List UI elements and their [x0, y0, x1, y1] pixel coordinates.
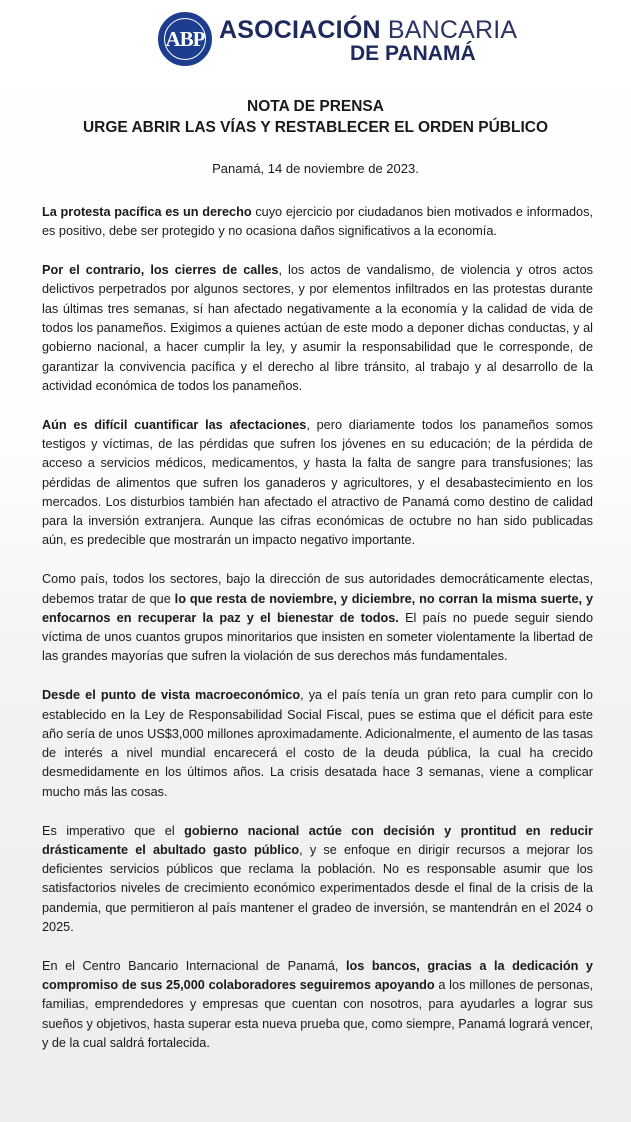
para7-text2: a los millones de personas, familias, emprendedores y empresas que cuentan con nosotros, para ayudarles a lograr sus sueños y objetivos, hasta superar esta nueva prueba que, como siempre, Panamá logrará vencer, y de la cual saldrá fortalecida. [42, 978, 593, 1050]
org-name-line2: DE PANAMÁ [350, 42, 476, 65]
para1-text: cuyo ejercicio por ciudadanos bien motivados e informados, es positivo, debe ser protegido y no ocasiona daños significativos a la economía. [42, 205, 593, 239]
para6-text2: , y se enfoque en dirigir recursos a mejorar los deficientes servicios públicos que reclama la población. No es responsable asumir que los satisfactorios niveles de crecimiento económico experimentados desde el final de la crisis de la pandemia, que permitieron al país mantener el gradeo de inversión, se mantendrán en el 2024 o 2025. [42, 842, 593, 934]
paragraph-6 [42, 822, 593, 938]
org-name-bold: ASOCIACIÓN [219, 16, 381, 44]
org-name-line1 [219, 16, 517, 45]
title-line1: NOTA DE PRENSA [247, 98, 384, 115]
para6-bold: gobierno nacional actúe con decisión y prontitud en reducir drásticamente el abultado gasto público [42, 823, 593, 857]
paragraph-5 [42, 686, 593, 802]
paragraph-2 [42, 261, 593, 396]
org-name-light: BANCARIA [380, 16, 518, 44]
seal-monogram: ABP [165, 27, 205, 51]
dateline: Panamá, 14 de noviembre de 2023. [212, 161, 419, 176]
para7-text1: En el Centro Bancario Internacional de Panamá, [42, 958, 346, 973]
para3-bold: Aún es difícil cuantificar las afectaciones [42, 417, 307, 432]
para3-text: , pero diariamente todos los panameños somos testigos y víctimas, de las pérdidas que sufren los jóvenes en su educación; de la pérdida de acceso a servicios médicos, medicamentos, y hasta la falta de sangre para transfusiones; las pérdidas de alimentos que sufren los ganaderos y agricultores, y el desabastecimiento en los mercados. Los disturbios también han afectado el atractivo de Panamá como destino de calidad para la inversión extranjera. Aunque las cifras económicas de octubre no han sido publicadas aún, es predecible que mostrarán un impacto negativo importante. [42, 417, 593, 548]
para2-bold: Por el contrario, los cierres de calles [42, 263, 279, 278]
paragraph-4 [42, 570, 593, 666]
para5-bold: Desde el punto de vista macroeconómico [42, 688, 301, 703]
para4-text2: El país no puede seguir siendo víctima de unos cuantos grupos minoritarios que insisten en someter violentamente la libertad de las grandes mayorías que sufren la violación de sus derechos más fundamentales. [42, 610, 594, 664]
para6-text1: Es imperativo que el [42, 823, 185, 838]
press-release-body [42, 203, 593, 1073]
para4-text1: Como país, todos los sectores, bajo la dirección de sus autoridades democráticamente electas, debemos tratar de que [42, 572, 593, 606]
press-release-title [0, 96, 631, 138]
abp-logo-seal [158, 12, 212, 66]
para4-bold: lo que resta de noviembre, y diciembre, no corran la misma suerte, y enfocarnos en recuperar la paz y el bienestar de todos. [42, 591, 594, 625]
letterhead [0, 8, 631, 70]
para7-bold: los bancos, gracias a la dedicación y compromiso de sus 25,000 colaboradores seguiremos apoyando [42, 958, 593, 993]
title-line2: URGE ABRIR LAS VÍAS Y RESTABLECER EL ORDEN PÚBLICO [82, 119, 549, 136]
para2-text: , los actos de vandalismo, de violencia y otros actos delictivos perpetrados por algunos sectores, y por elementos infiltrados en las protestas durante las últimas tres semanas, sí han afectado negativamente a la economía y la calidad de vida de todos los panameños. Exigimos a quienes actúan de este modo a deponer dichas conductas, y al gobierno nacional, a hacer cumplir la ley, y asumir la responsabilidad que le corresponde, de garantizar la convivencia pacífica y el derecho al libre tránsito, al trabajo y al desarrollo de la actividad económica de todos los panameños. [42, 263, 593, 393]
paragraph-1 [42, 203, 593, 242]
paragraph-3 [42, 416, 593, 551]
para5-text: , ya el país tenía un gran reto para cumplir con lo establecido en la Ley de Responsabilidad Social Fiscal, pues se estima que el déficit para este año sería de unos US$3,000 millones aproximadamente. Adicionalmente, el aumento de las tasas de interés a nivel mundial encarecerá el costo de la deuda pública, la cual ha crecido desmedidamente en los últimos años. La crisis desatada hace 3 semanas, viene a complicar mucho más las cosas. [42, 688, 593, 799]
para1-bold: La protesta pacífica es un derecho [42, 205, 252, 219]
paragraph-7 [42, 957, 593, 1053]
